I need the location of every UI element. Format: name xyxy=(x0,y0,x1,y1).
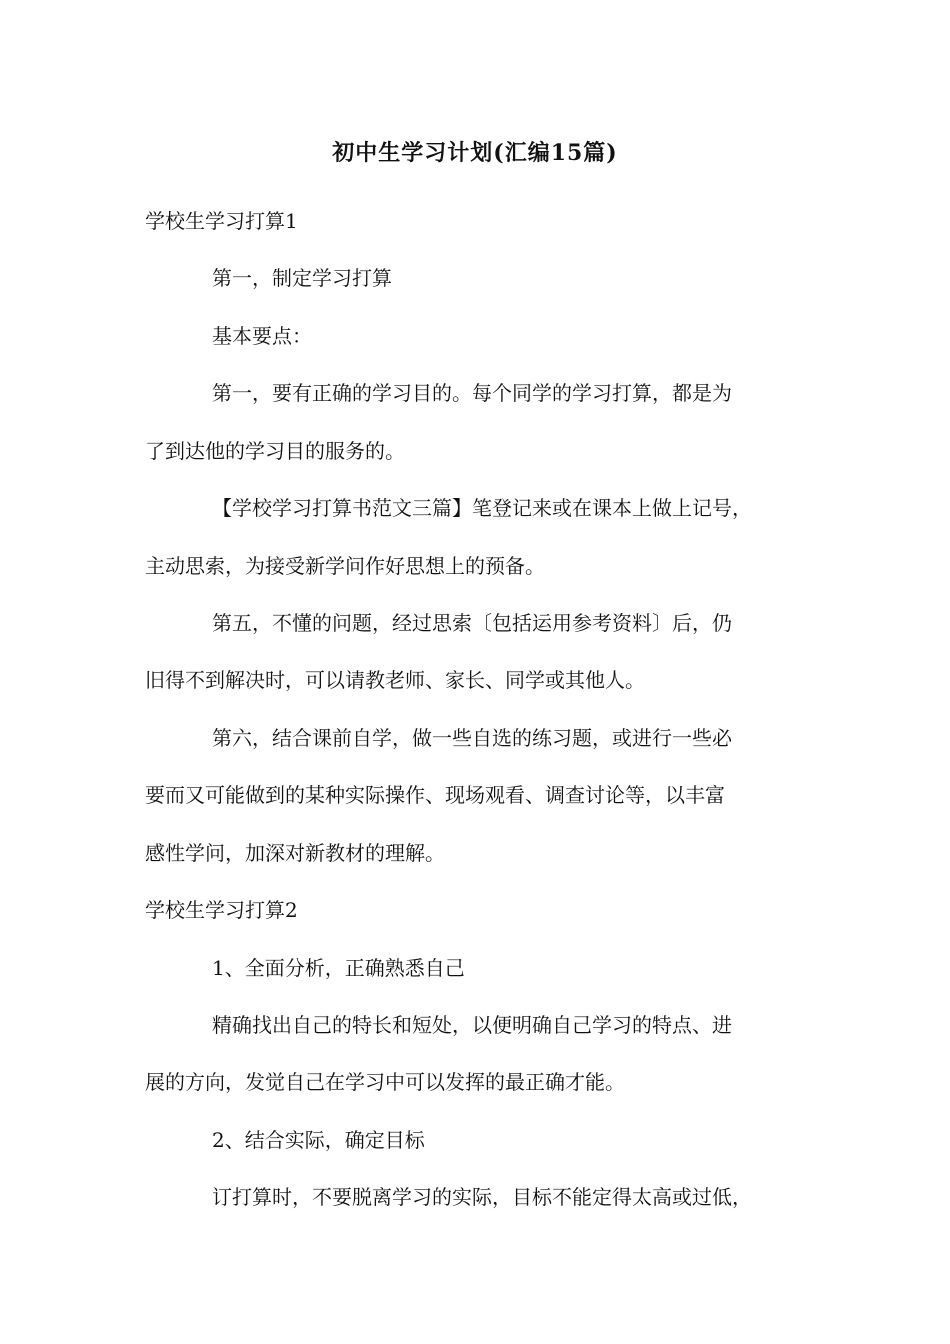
paragraph-line: 第一，制定学习打算 xyxy=(212,266,392,290)
paragraph-line: 展的方向，发觉自己在学习中可以发挥的最正确才能。 xyxy=(145,1070,625,1094)
paragraph-line: 了到达他的学习目的服务的。 xyxy=(145,439,405,463)
document-title: 初中生学习计划(汇编15篇) xyxy=(332,140,618,166)
paragraph-line: 第六，结合课前自学，做一些自选的练习题，或进行一些必 xyxy=(212,726,732,750)
paragraph-line: 2、结合实际，确定目标 xyxy=(212,1128,425,1152)
section-heading-2: 学校生学习打算2 xyxy=(145,898,298,922)
paragraph-line: 第一，要有正确的学习目的。每个同学的学习打算，都是为 xyxy=(212,381,732,405)
paragraph-line: 感性学问，加深对新教材的理解。 xyxy=(145,841,445,865)
paragraph-line: 精确找出自己的特长和短处，以便明确自己学习的特点、进 xyxy=(212,1013,732,1037)
paragraph-line: 订打算时，不要脱离学习的实际，目标不能定得太高或过低， xyxy=(212,1185,752,1209)
paragraph-line: 基本要点： xyxy=(212,324,312,348)
paragraph-line: 要而又可能做到的某种实际操作、现场观看、调查讨论等，以丰富 xyxy=(145,783,725,807)
paragraph-line: 【学校学习打算书范文三篇】笔登记来或在课本上做上记号， xyxy=(212,496,752,520)
paragraph-line: 1、全面分析，正确熟悉自己 xyxy=(212,956,465,980)
section-heading-1: 学校生学习打算1 xyxy=(145,209,298,233)
paragraph-line: 主动思索，为接受新学问作好思想上的预备。 xyxy=(145,554,545,578)
paragraph-line: 第五，不懂的问题，经过思索〔包括运用参考资料〕后，仍 xyxy=(212,611,732,635)
paragraph-line: 旧得不到解决时，可以请教老师、家长、同学或其他人。 xyxy=(145,668,645,692)
